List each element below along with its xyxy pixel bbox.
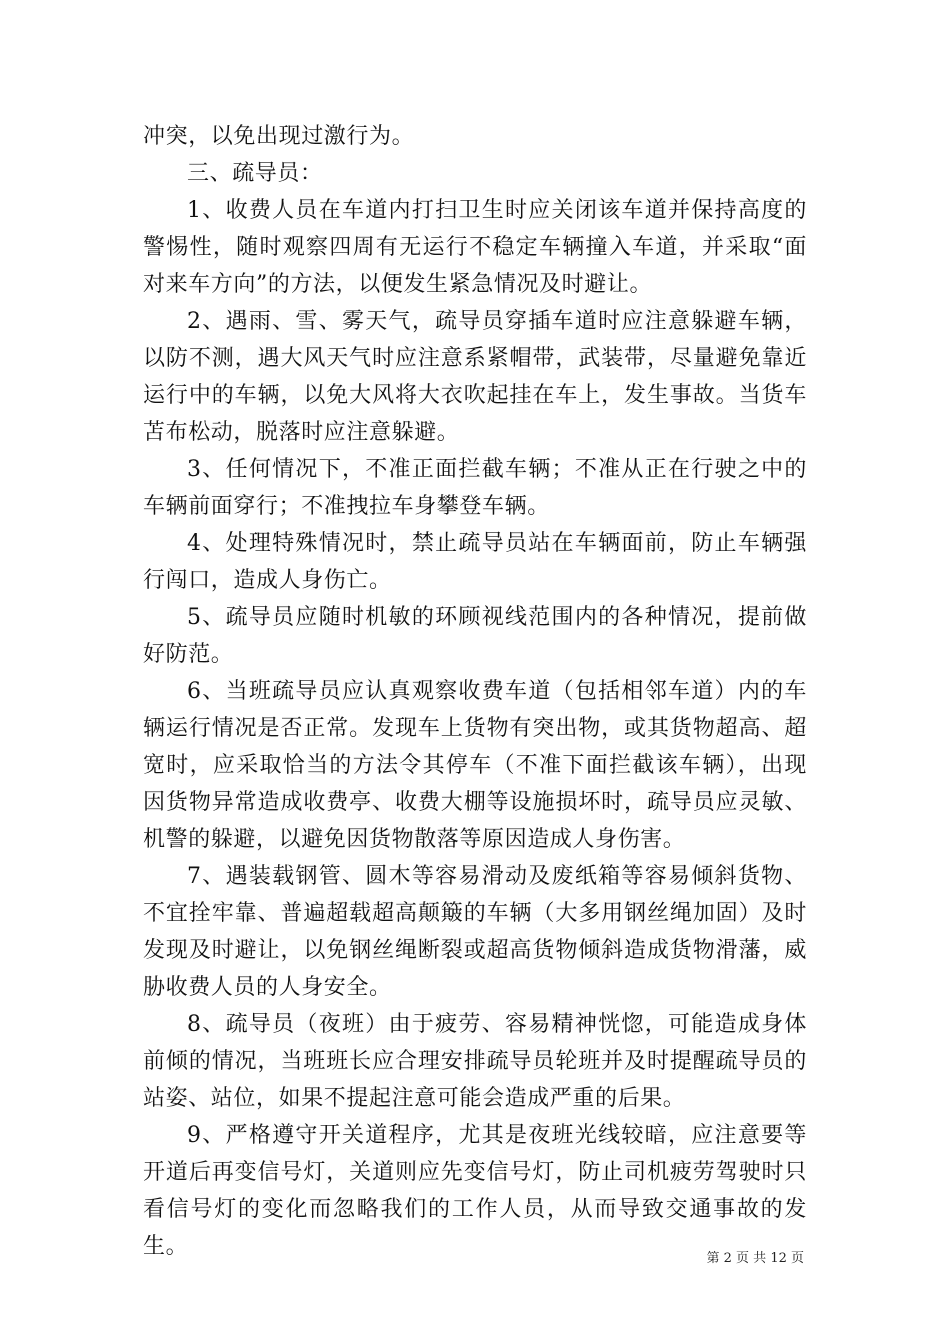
paragraph-item-2: 2、遇雨、雪、雾天气，疏导员穿插车道时应注意躲避车辆，以防不测，遇大风天气时应注意系紧帽带，武装带，尽量避免靠近运行中的车辆，以免大风将大衣吹起挂在车上，发生事故。当货车苫布松动，脱落时应注意躲避。 (143, 309, 807, 445)
paragraph-item-1: 1、收费人员在车道内打扫卫生时应关闭该车道并保持高度的警惕性，随时观察四周有无运行不稳定车辆撞入车道，并采取“面对来车方向”的方法，以便发生紧急情况及时避让。 (143, 198, 807, 297)
document-body (143, 118, 807, 1265)
paragraph-item-5: 5、疏导员应随时机敏的环顾视线范围内的各种情况，提前做好防范。 (143, 605, 807, 667)
page-number-footer: 第 2 页 共 12 页 (706, 1251, 804, 1266)
paragraph-item-3: 3、任何情况下，不准正面拦截车辆；不准从正在行驶之中的车辆前面穿行；不准拽拉车身攀登车辆。 (143, 457, 807, 519)
paragraph-item-7: 7、遇装载钢管、圆木等容易滑动及废纸箱等容易倾斜货物、不宜拴牢靠、普遍超载超高颠簸的车辆（大多用钢丝绳加固）及时发现及时避让，以免钢丝绳断裂或超高货物倾斜造成货物滑藩，威胁收费人员的人身安全。 (143, 864, 807, 1000)
paragraph-item-6: 6、当班疏导员应认真观察收费车道（包括相邻车道）内的车辆运行情况是否正常。发现车上货物有突出物，或其货物超高、超宽时，应采取恰当的方法令其停车（不准下面拦截该车辆），出现因货物异常造成收费亭、收费大棚等设施损坏时，疏导员应灵敏、机警的躲避，以避免因货物散落等原因造成人身伤害。 (143, 679, 807, 852)
paragraph-item-9: 9、严格遵守开关道程序，尤其是夜班光线较暗，应注意要等开道后再变信号灯，关道则应先变信号灯，防止司机疲劳驾驶时只看信号灯的变化而忽略我们的工作人员，从而导致交通事故的发生。 (143, 1123, 807, 1259)
paragraph-item-4: 4、处理特殊情况时，禁止疏导员站在车辆面前，防止车辆强行闯口，造成人身伤亡。 (143, 531, 807, 593)
section-heading: 三、疏导员： (187, 161, 323, 186)
paragraph-item-8: 8、疏导员（夜班）由于疲劳、容易精神恍惚，可能造成身体前倾的情况，当班班长应合理安排疏导员轮班并及时提醒疏导员的站姿、站位，如果不提起注意可能会造成严重的后果。 (143, 1012, 807, 1111)
paragraph-0: 冲突，以免出现过激行为。 (143, 124, 415, 149)
